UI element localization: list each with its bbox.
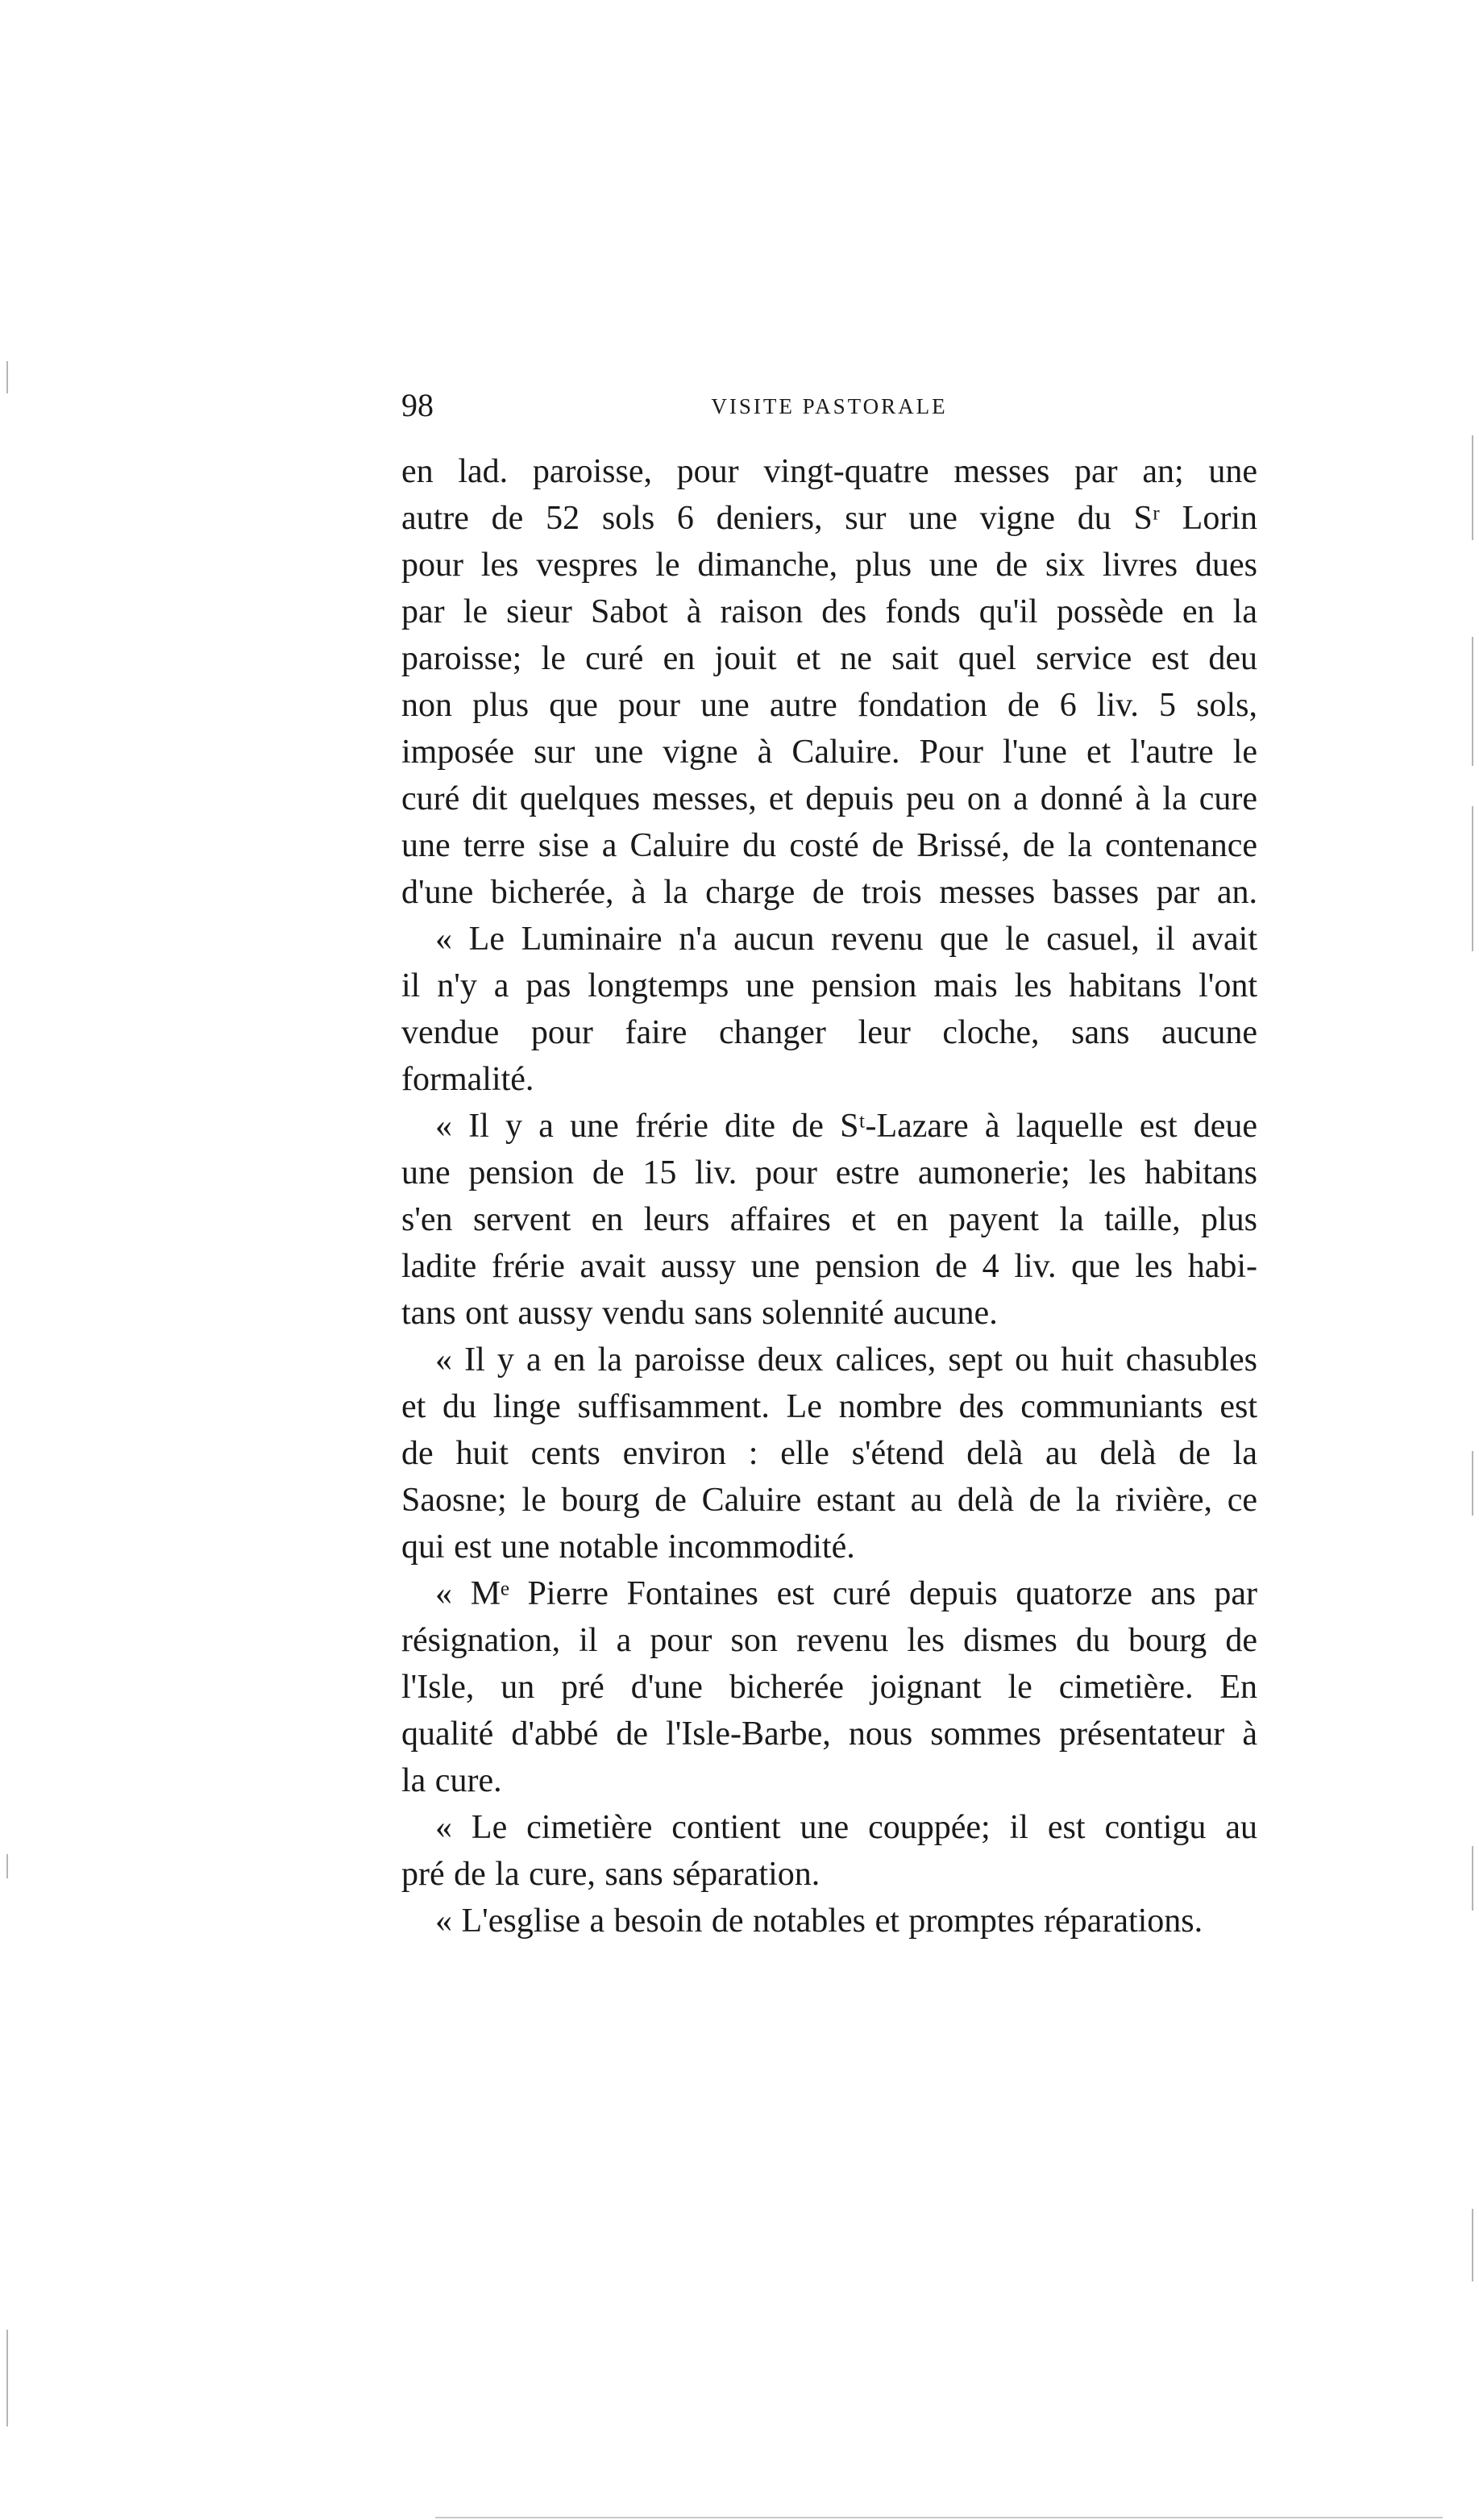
text-line: et du linge suffisamment. Le nombre des communiants est (401, 1388, 1257, 1425)
page-number: 98 (401, 387, 434, 423)
paragraph-7 (401, 1898, 1257, 1944)
text-line: « Il y a une frérie dite de Sᵗ-Lazare à laquelle est deue (435, 1108, 1257, 1145)
scan-mark (6, 2330, 8, 2426)
text-line: qui est une notable incommodité. (401, 1528, 855, 1566)
text-line: l'Isle, un pré d'une bicherée joignant le cimetière. En (401, 1669, 1257, 1706)
text-line: formalité. (401, 1061, 534, 1098)
scan-mark (6, 1854, 8, 1878)
text-line: en lad. paroisse, pour vingt-quatre messes par an; une (401, 453, 1257, 490)
text-line: une pension de 15 liv. pour estre aumonerie; les habitans (401, 1154, 1257, 1191)
text-line: de huit cents environ : elle s'étend delà au delà de la (401, 1435, 1257, 1472)
paragraph-2 (401, 916, 1257, 1103)
text-line: curé dit quelques messes, et depuis peu on a donné à la cure (401, 780, 1257, 817)
text-line: résignation, il a pour son revenu les dismes du bourg de (401, 1622, 1257, 1659)
scan-mark (1472, 435, 1473, 540)
scan-mark (6, 361, 8, 393)
text-line: paroisse; le curé en jouit et ne sait quel service est deu (401, 640, 1257, 677)
text-line: pré de la cure, sans séparation. (401, 1856, 821, 1893)
paragraph-5 (401, 1570, 1257, 1804)
running-title: VISITE PASTORALE (711, 394, 948, 418)
text-line: imposée sur une vigne à Caluire. Pour l'une et l'autre le (401, 734, 1257, 771)
scan-mark (1472, 1846, 1473, 1911)
text-line: la cure. (401, 1762, 502, 1799)
text-line: pour les vespres le dimanche, plus une de six livres dues (401, 547, 1257, 584)
text-line: une terre sise a Caluire du costé de Brissé, de la contenance (401, 827, 1257, 864)
paragraph-3 (401, 1103, 1257, 1337)
paragraph-1 (401, 448, 1257, 916)
text-line: « Le Luminaire n'a aucun revenu que le casuel, il avait (435, 921, 1257, 958)
scan-rule (435, 2517, 1443, 2518)
scan-mark (1472, 2209, 1473, 2281)
text-line: Saosne; le bourg de Caluire estant au delà de la rivière, ce (401, 1482, 1257, 1519)
body-text (401, 448, 1257, 1944)
text-line: vendue pour faire changer leur cloche, sans aucune (401, 1014, 1257, 1051)
text-line: ladite frérie avait aussy une pension de 4 liv. que les habi- (401, 1248, 1257, 1285)
text-line: qualité d'abbé de l'Isle-Barbe, nous sommes présentateur à (401, 1715, 1257, 1753)
scan-mark (1472, 637, 1473, 766)
running-head (401, 385, 1257, 426)
scan-mark (1472, 806, 1473, 951)
text-line: non plus que pour une autre fondation de 6 liv. 5 sols, (401, 687, 1257, 724)
text-line: « L'esglise a besoin de notables et promptes réparations. (435, 1902, 1203, 1940)
paragraph-4 (401, 1337, 1257, 1570)
text-line: d'une bicherée, à la charge de trois messes basses par an. (401, 874, 1257, 911)
scan-mark (1472, 1451, 1473, 1516)
text-line: tans ont aussy vendu sans solennité aucune. (401, 1295, 998, 1332)
text-line: « Mᵉ Pierre Fontaines est curé depuis quatorze ans par (435, 1575, 1257, 1612)
text-line: par le sieur Sabot à raison des fonds qu'il possède en la (401, 593, 1257, 630)
text-line: il n'y a pas longtemps une pension mais les habitans l'ont (401, 967, 1257, 1004)
text-line: autre de 52 sols 6 deniers, sur une vigne du Sʳ Lorin (401, 500, 1257, 537)
text-line: « Il y a en la paroisse deux calices, sept ou huit chasubles (435, 1341, 1257, 1379)
paragraph-6 (401, 1804, 1257, 1898)
text-line: s'en servent en leurs affaires et en payent la taille, plus (401, 1201, 1257, 1238)
text-line: « Le cimetière contient une couppée; il est contigu au (435, 1809, 1257, 1846)
